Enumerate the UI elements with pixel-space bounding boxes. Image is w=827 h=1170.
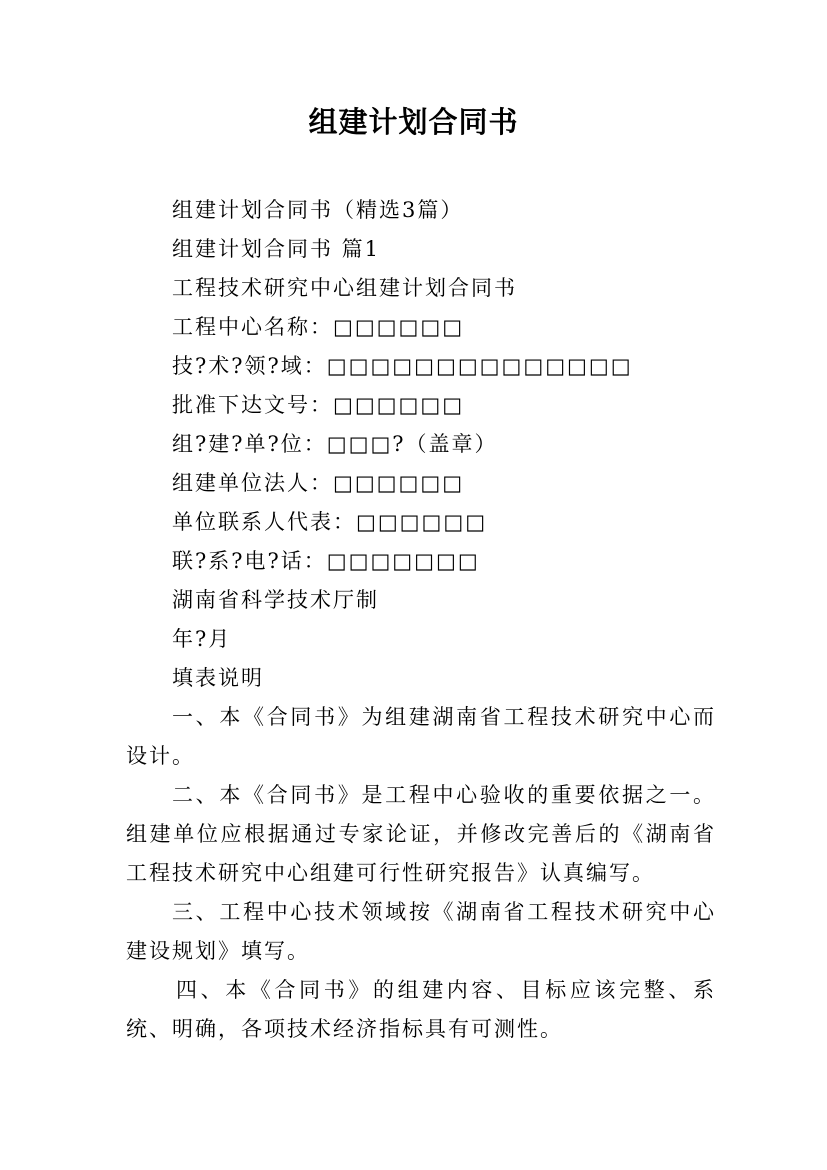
doc-contract-name: 工程技术研究中心组建计划合同书 — [172, 276, 517, 300]
instruction-paragraph-2: 二、本《合同书》是工程中心验收的重要依据之一。组建单位应根据通过专家论证，并修改完善后的《湖南省工程技术研究中心组建可行性研究报告》认真编写。 — [126, 783, 716, 885]
document-title: 组建计划合同书 — [308, 105, 519, 139]
field-center-name: 工程中心名称：□□□□□□ — [172, 315, 465, 339]
field-approval-number: 批准下达文号：□□□□□□ — [172, 393, 465, 417]
field-legal-person: 组建单位法人：□□□□□□ — [172, 471, 465, 495]
date-line: 年?月 — [172, 627, 232, 651]
field-phone: 联?系?电?话：□□□□□□□ — [172, 549, 480, 573]
field-contact-representative: 单位联系人代表：□□□□□□ — [172, 510, 488, 534]
instruction-paragraph-4: 四、本《合同书》的组建内容、目标应该完整、系统、明确，各项技术经济指标具有可测性。 — [126, 978, 716, 1041]
instructions-heading: 填表说明 — [172, 666, 264, 690]
field-organizing-unit: 组?建?单?位：□□□?（盖章） — [172, 432, 498, 456]
instruction-paragraph-1: 一、本《合同书》为组建湖南省工程技术研究中心而设计。 — [126, 705, 716, 768]
doc-section-heading: 组建计划合同书 篇1 — [172, 237, 381, 261]
field-tech-domain: 技?术?领?域：□□□□□□□□□□□□□□ — [172, 354, 633, 378]
doc-subtitle: 组建计划合同书（精选3篇） — [172, 198, 464, 222]
issuer: 湖南省科学技术厅制 — [172, 588, 379, 612]
instruction-paragraph-3: 三、工程中心技术领域按《湖南省工程技术研究中心建设规划》填写。 — [126, 900, 716, 963]
document-body — [126, 191, 716, 1049]
